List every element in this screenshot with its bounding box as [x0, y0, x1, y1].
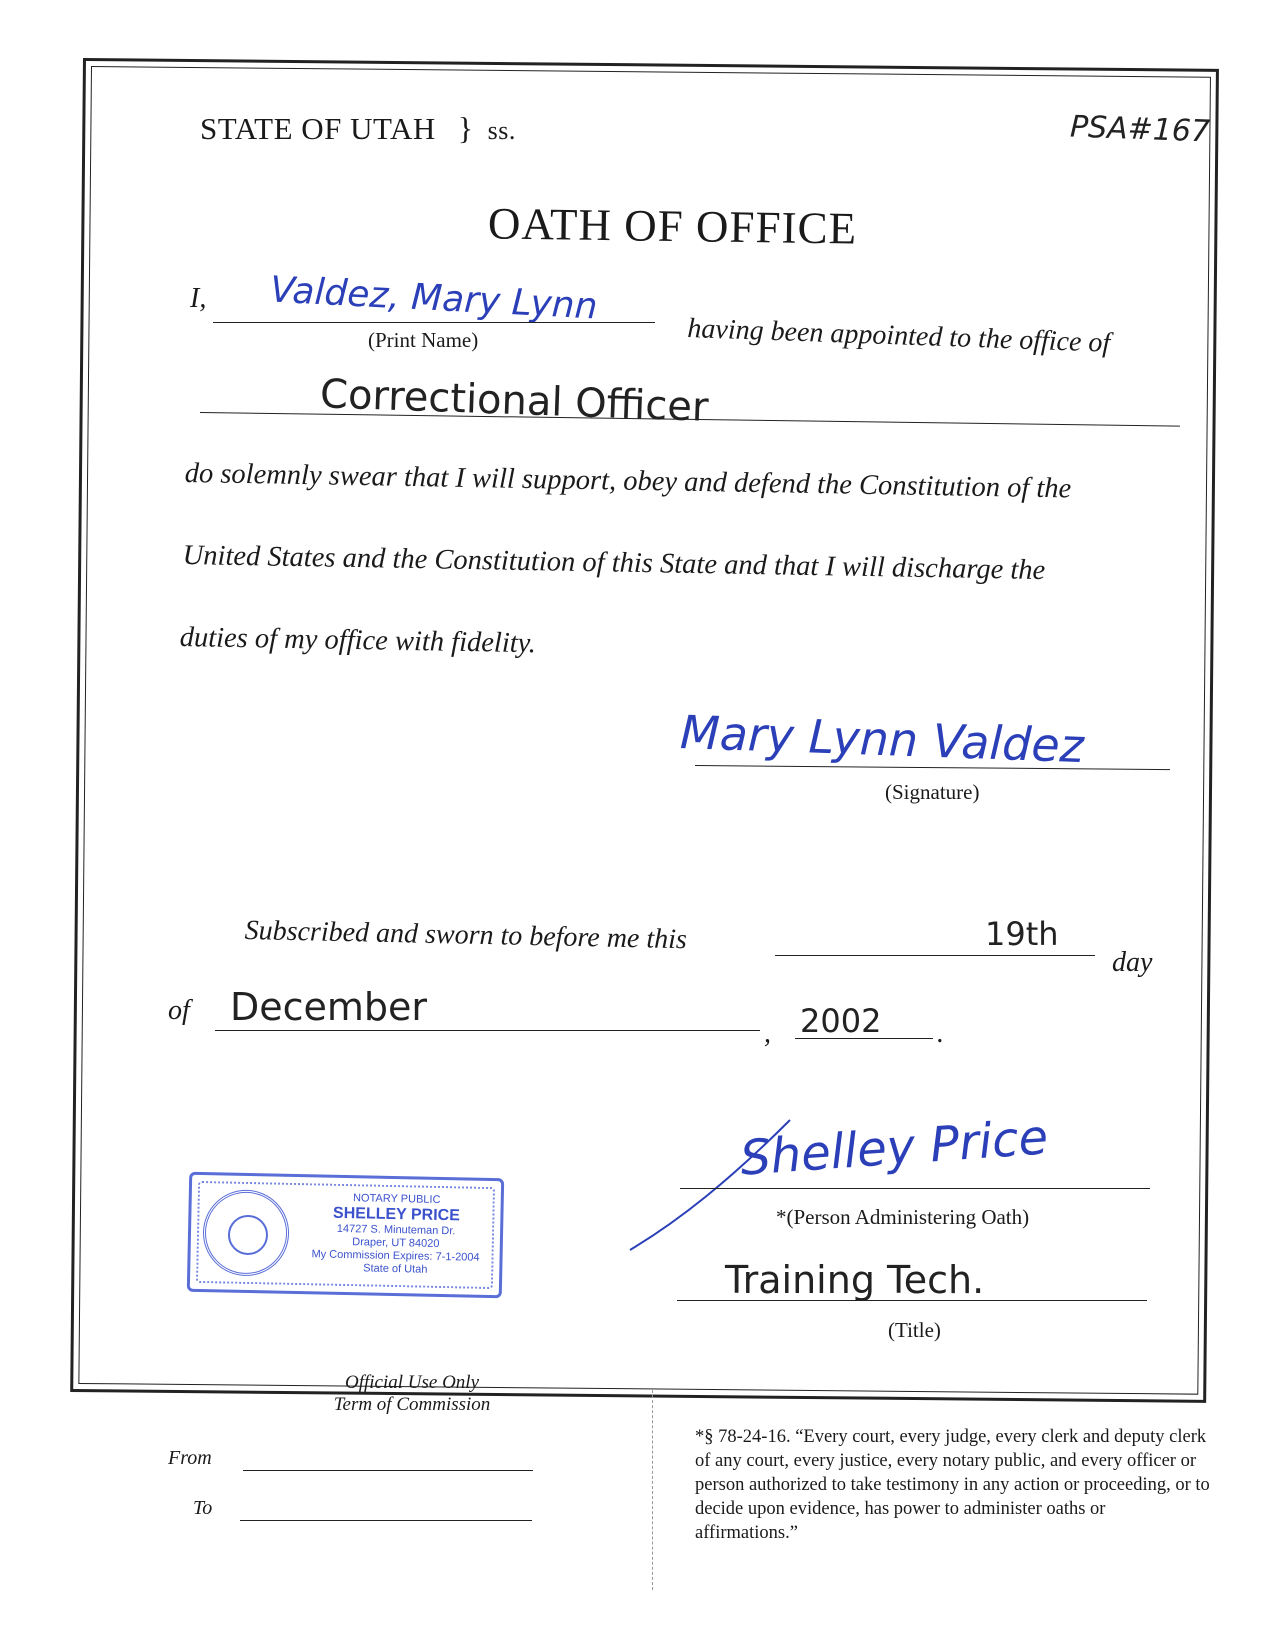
day-value: 19th — [985, 915, 1059, 953]
from-label: From — [168, 1447, 212, 1469]
oath-prefix: I, — [190, 283, 207, 314]
stamp-line3: 14727 S. Minuteman Dr. — [336, 1222, 456, 1238]
stamp-line4: Draper, UT 84020 — [352, 1236, 440, 1250]
signature-caption: (Signature) — [885, 780, 980, 804]
year-value: 2002 — [800, 1002, 882, 1040]
administrator-line — [680, 1188, 1150, 1189]
oath-taker-signature: Mary Lynn Valdez — [679, 704, 1085, 774]
stamp-line1: NOTARY PUBLIC — [352, 1192, 441, 1206]
signature-flourish — [620, 1100, 820, 1260]
official-use-line1: Official Use Only — [344, 1372, 480, 1393]
print-name-value: Valdez, Mary Lynn — [269, 269, 599, 328]
notary-stamp — [187, 1172, 504, 1299]
title-caption: (Title) — [888, 1318, 941, 1342]
stamp-text — [295, 1191, 497, 1278]
document-title: OATH OF OFFICE — [487, 198, 858, 254]
venue-header — [200, 110, 516, 147]
date-comma: , — [764, 1018, 771, 1049]
to-line — [240, 1520, 532, 1521]
column-divider — [652, 1390, 653, 1590]
administrator-caption: *(Person Administering Oath) — [776, 1205, 1030, 1229]
from-line — [243, 1470, 533, 1471]
day-line — [775, 955, 1095, 956]
appointed-text: having been appointed to the office of — [686, 313, 1111, 359]
title-line — [677, 1300, 1147, 1301]
stamp-line6: State of Utah — [363, 1262, 428, 1276]
date-period: . — [937, 1018, 944, 1049]
oath-body-line1: do solemnly swear that I will support, obey and defend the Constitution of the — [184, 458, 1072, 505]
statute-footnote: *§ 78-24-16. “Every court, every judge, every clerk and deputy clerk of any court, every justice, every notary public, and every officer or person authorized to take testimony in any action or proceeding, or to decide upon evidence, has power to administer oaths or affirmations.” — [695, 1427, 1210, 1543]
print-name-caption: (Print Name) — [368, 328, 479, 352]
ss-label: ss. — [487, 116, 516, 145]
oath-body-line3: duties of my office with fidelity. — [179, 622, 537, 660]
day-label: day — [1112, 947, 1153, 978]
psa-annotation: PSA#167 — [1069, 109, 1211, 150]
state-label: STATE OF UTAH — [200, 111, 436, 146]
print-name-line — [213, 322, 655, 323]
stamp-line2: SHELLEY PRICE — [332, 1204, 461, 1225]
year-line — [795, 1038, 933, 1039]
stamp-line5: My Commission Expires: 7-1-2004 — [311, 1248, 480, 1264]
to-label: To — [193, 1497, 213, 1519]
office-value: Correctional Officer — [319, 371, 710, 431]
month-line — [215, 1030, 760, 1031]
oath-body-line2: United States and the Constitution of this State and that I will discharge the — [182, 540, 1046, 587]
official-use-line2: Term of Commission — [333, 1394, 491, 1415]
title-value: Training Tech. — [725, 1258, 985, 1302]
sworn-text: Subscribed and sworn to before me this — [244, 915, 688, 956]
official-use-block — [292, 1372, 532, 1416]
month-value: December — [230, 985, 428, 1029]
brace-symbol: } — [457, 110, 474, 146]
administrator-signature: Shelley Price — [738, 1109, 1050, 1187]
of-label: of — [168, 995, 190, 1026]
